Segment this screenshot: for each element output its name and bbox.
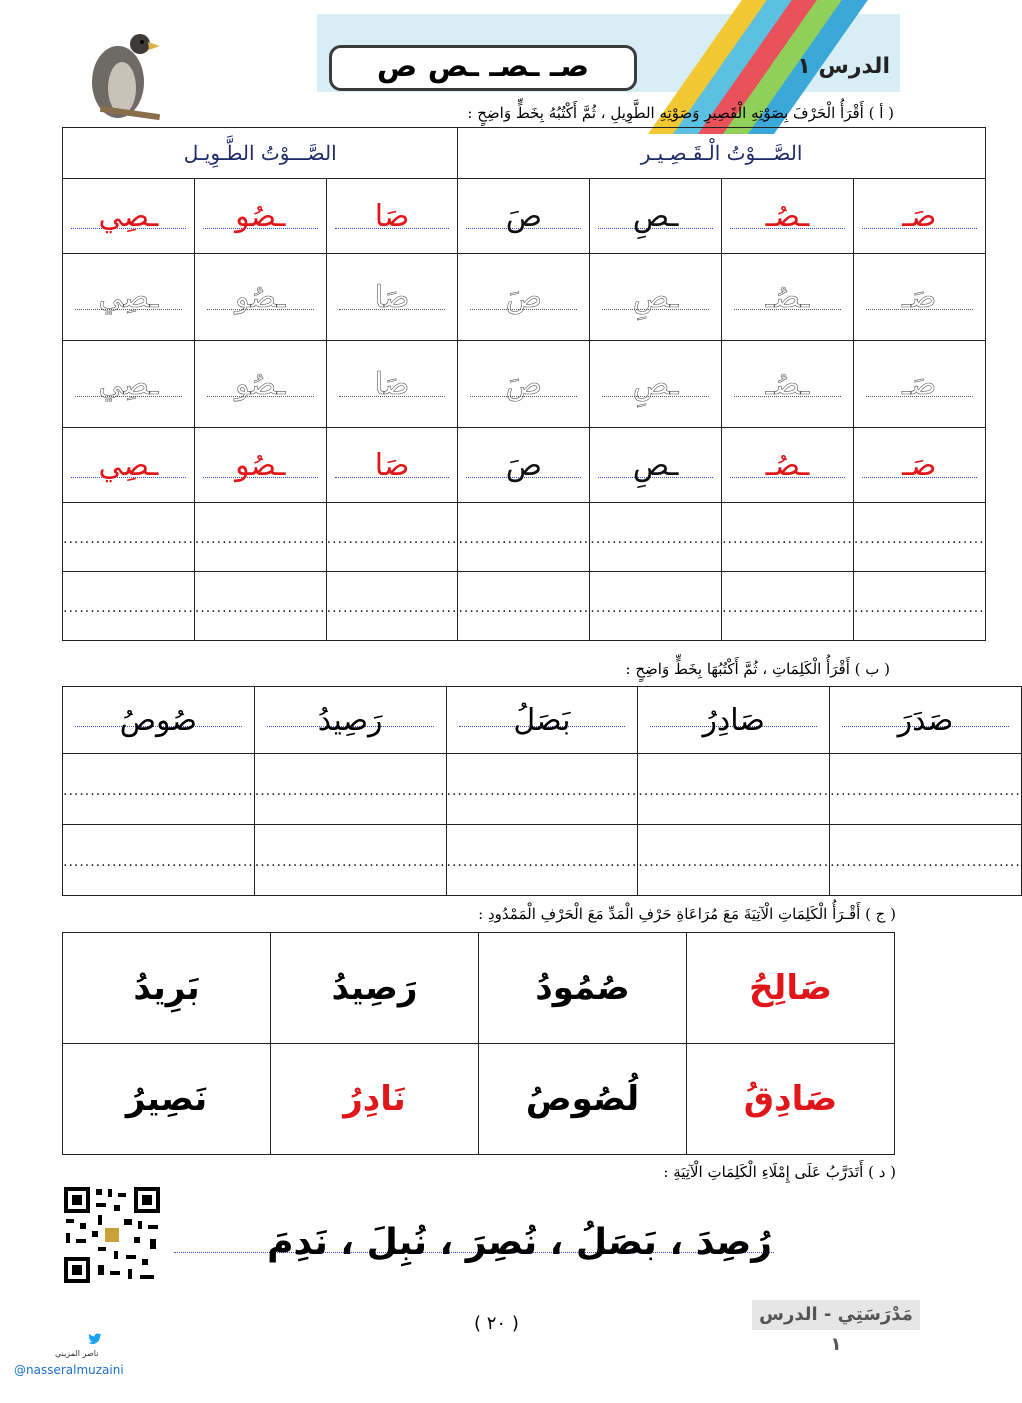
section-d-instruction: ( د ) أَتَدَرَّبُ عَلَى إِمْلَاءِ الْكَلِمَاتِ الْآتِيَةِ : xyxy=(663,1163,896,1181)
long-sound-header: الصَّـــوْتُ الطَّـوِيـل xyxy=(63,128,458,179)
letter-forms-box xyxy=(329,45,637,91)
letter-cell: ـصِ xyxy=(590,428,722,503)
write-cell[interactable]: ................................... xyxy=(63,825,255,896)
trace-cell[interactable]: ـصِي xyxy=(63,254,195,341)
trace-cell[interactable]: صَ xyxy=(458,254,590,341)
trace-cell[interactable]: صَ xyxy=(458,341,590,428)
letter-cell: ـصُو xyxy=(194,428,326,503)
trace-cell[interactable]: ـصُـ xyxy=(722,341,854,428)
word-cell: صُوصُ xyxy=(63,687,255,754)
trace-cell[interactable]: ـصُو xyxy=(194,341,326,428)
write-cell[interactable]: ........................ xyxy=(722,503,854,572)
section-c-table xyxy=(62,932,895,1155)
twitter-handle[interactable]: @nasseralmuzaini xyxy=(14,1363,124,1377)
write-cell[interactable]: ........................ xyxy=(590,572,722,641)
letter-cell: ـصِي xyxy=(63,428,195,503)
letter-forms: صـ ـصـ ـص ص xyxy=(376,49,590,84)
write-cell[interactable]: ................................... xyxy=(638,825,830,896)
letter-cell: ـصُـ xyxy=(722,179,854,254)
section-a-table xyxy=(62,127,986,641)
letter-cell: ـصُـ xyxy=(722,428,854,503)
write-cell[interactable]: ................................... xyxy=(254,754,446,825)
write-cell[interactable]: ........................ xyxy=(326,572,458,641)
write-cell[interactable]: ................................... xyxy=(254,825,446,896)
write-cell[interactable]: ........................ xyxy=(194,572,326,641)
trace-cell[interactable]: صَا xyxy=(326,341,458,428)
word-cell: رَصِيدُ xyxy=(271,933,479,1044)
letter-cell: ـصِ xyxy=(590,179,722,254)
section-b-table xyxy=(62,686,1022,896)
lesson-banner xyxy=(317,14,900,92)
word-cell: نَادِرُ xyxy=(271,1044,479,1155)
write-cell[interactable]: ................................... xyxy=(446,754,638,825)
write-cell[interactable]: ........................ xyxy=(63,503,195,572)
word-cell: صُمُودُ xyxy=(479,933,687,1044)
letter-cell: ـصِي xyxy=(63,179,195,254)
trace-cell[interactable]: ـصِ xyxy=(590,254,722,341)
letter-cell: صَ xyxy=(458,179,590,254)
write-cell[interactable]: ................................... xyxy=(638,754,830,825)
write-cell[interactable]: ................................... xyxy=(446,825,638,896)
letter-cell: ـصُو xyxy=(194,179,326,254)
write-cell[interactable]: ........................ xyxy=(853,503,985,572)
trace-cell[interactable]: ـصِ xyxy=(590,341,722,428)
twitter-icon[interactable] xyxy=(88,1333,102,1345)
write-cell[interactable]: ........................ xyxy=(853,572,985,641)
falcon-image xyxy=(70,30,165,125)
letter-cell: صَـ xyxy=(853,179,985,254)
word-cell: نَصِيرُ xyxy=(63,1044,271,1155)
section-a-instruction: ( أ ) أَقْرَأُ الْحَرْفَ بِصَوْتِهِ الْقَصِيرِ وَصَوْتِهِ الطَّوِيلِ ، ثُمَّ أَكْتُبُهُ بِخَطٍّ وَاضِحٍ : xyxy=(467,104,894,122)
trace-cell[interactable]: صَـ xyxy=(853,254,985,341)
word-cell: صَادِقُ xyxy=(687,1044,895,1155)
letter-cell: صَا xyxy=(326,428,458,503)
trace-cell[interactable]: ـصُـ xyxy=(722,254,854,341)
letter-cell: صَا xyxy=(326,179,458,254)
lesson-title: الدرس ١ xyxy=(797,54,890,79)
section-c-instruction: ( ج ) أَقْـرَأُ الْكَلِمَاتِ الْآتِيَةَ مَعَ مُرَاعَاةِ حَرْفِ الْمَدِّ مَعَ الْحَرْفِ الْمَمْدُودِ : xyxy=(478,905,896,923)
write-cell[interactable]: ........................ xyxy=(326,503,458,572)
word-cell: لُصُوصُ xyxy=(479,1044,687,1155)
word-cell: صَالِحُ xyxy=(687,933,895,1044)
section-b-instruction: ( ب ) أَقْرَأُ الْكَلِمَاتِ ، ثُمَّ أَكْتُبُهَا بِخَطٍّ وَاضِحٍ : xyxy=(625,660,890,678)
write-cell[interactable]: ........................ xyxy=(194,503,326,572)
trace-cell[interactable]: صَـ xyxy=(853,341,985,428)
letter-cell: صَـ xyxy=(853,428,985,503)
trace-cell[interactable]: ـصِي xyxy=(63,341,195,428)
write-cell[interactable]: ........................ xyxy=(63,572,195,641)
short-sound-header: الصَّـــوْتُ الْـقَـصِـيـر xyxy=(458,128,985,179)
trace-cell[interactable]: ـصُو xyxy=(194,254,326,341)
word-cell: بَرِيدُ xyxy=(63,933,271,1044)
twitter-name: ناصر المزيني xyxy=(55,1349,99,1358)
qr-code[interactable] xyxy=(62,1185,162,1285)
word-cell: صَادِرُ xyxy=(638,687,830,754)
write-cell[interactable]: ........................ xyxy=(458,572,590,641)
footer-brand: مَدْرَسَتِي - الدرس ١ xyxy=(752,1300,920,1330)
trace-cell[interactable]: صَا xyxy=(326,254,458,341)
word-cell: صَدَرَ xyxy=(830,687,1022,754)
write-cell[interactable]: ................................... xyxy=(830,825,1022,896)
qr-code-graphic xyxy=(62,1185,162,1285)
word-cell: بَصَلُ xyxy=(446,687,638,754)
write-cell[interactable]: ........................ xyxy=(458,503,590,572)
page-number: ( ٢٠ ) xyxy=(474,1313,519,1334)
write-cell[interactable]: ........................ xyxy=(722,572,854,641)
write-cell[interactable]: ................................... xyxy=(63,754,255,825)
letter-cell: صَ xyxy=(458,428,590,503)
word-cell: رَصِيدُ xyxy=(254,687,446,754)
write-cell[interactable]: ........................ xyxy=(590,503,722,572)
dictation-words: رُصِدَ ، بَصَلُ ، نُصِرَ ، نُبِلَ ، نَدِمَ xyxy=(267,1222,772,1263)
write-cell[interactable]: ................................... xyxy=(830,754,1022,825)
